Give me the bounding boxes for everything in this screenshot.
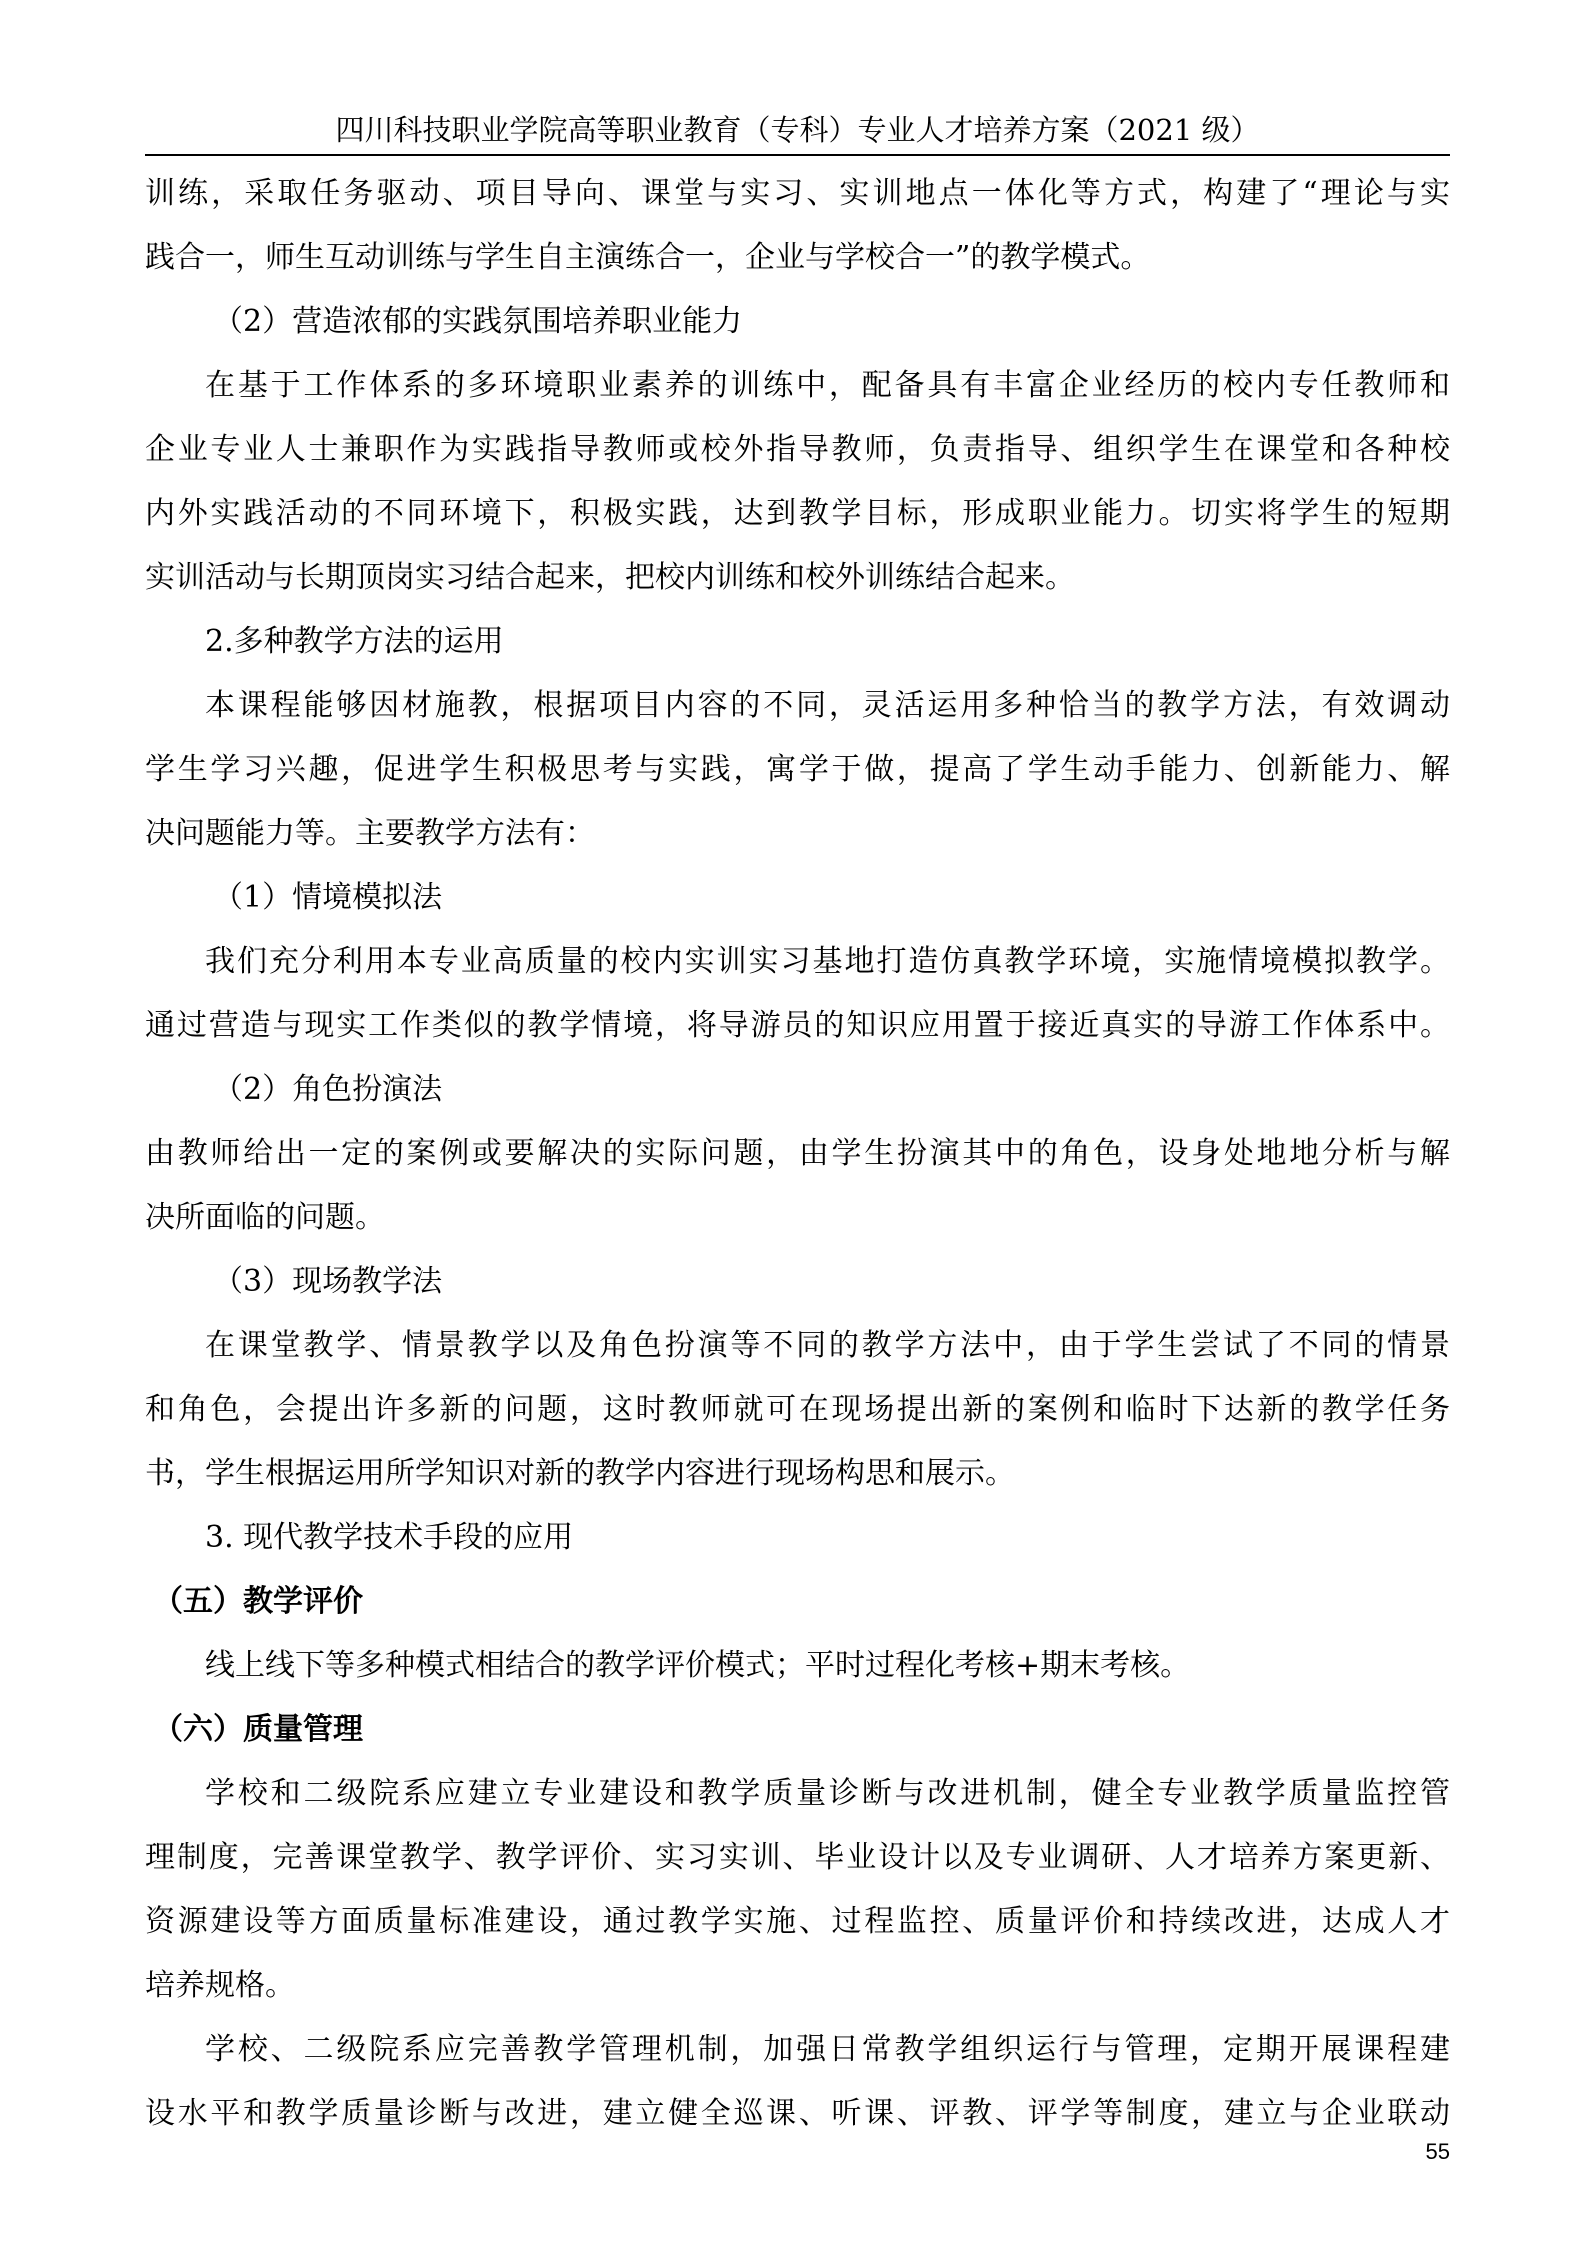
subsection-heading: （2）营造浓郁的实践氛围培养职业能力 (213, 304, 743, 339)
section-heading: （五）教学评价 (153, 1584, 363, 1619)
paragraph-line: 和角色，会提出许多新的问题，这时教师就可在现场提出新的案例和临时下达新的教学任务 (145, 1392, 1450, 1427)
paragraph-line: 书，学生根据运用所学知识对新的教学内容进行现场构思和展示。 (145, 1456, 1015, 1491)
paragraph-line: 践合一，师生互动训练与学生自主演练合一，企业与学校合一”的教学模式。 (145, 240, 1151, 275)
paragraph-line: 线上线下等多种模式相结合的教学评价模式；平时过程化考核+期末考核。 (205, 1648, 1191, 1683)
paragraph-line: 资源建设等方面质量标准建设，通过教学实施、过程监控、质量评价和持续改进，达成人才 (145, 1904, 1450, 1939)
paragraph-line: 设水平和教学质量诊断与改进，建立健全巡课、听课、评教、评学等制度，建立与企业联动 (145, 2096, 1450, 2131)
header-rule (145, 154, 1450, 156)
paragraph-line: 实训活动与长期顶岗实习结合起来，把校内训练和校外训练结合起来。 (145, 560, 1075, 595)
section-heading: （六）质量管理 (153, 1712, 363, 1747)
subsection-heading: 3. 现代教学技术手段的应用 (205, 1520, 574, 1555)
paragraph-line: 在基于工作体系的多环境职业素养的训练中，配备具有丰富企业经历的校内专任教师和 (205, 368, 1450, 403)
paragraph-line: 由教师给出一定的案例或要解决的实际问题，由学生扮演其中的角色，设身处地地分析与解 (145, 1136, 1450, 1171)
paragraph-line: 培养规格。 (145, 1968, 295, 2003)
paragraph-line: 在课堂教学、情景教学以及角色扮演等不同的教学方法中，由于学生尝试了不同的情景 (205, 1328, 1450, 1363)
paragraph-line: 本课程能够因材施教，根据项目内容的不同，灵活运用多种恰当的教学方法，有效调动 (205, 688, 1450, 723)
running-header: 四川科技职业学院高等职业教育（专科）专业人才培养方案（2021 级） (335, 113, 1260, 147)
subsection-heading: （1）情境模拟法 (213, 880, 443, 915)
paragraph-line: 我们充分利用本专业高质量的校内实训实习基地打造仿真教学环境，实施情境模拟教学。 (205, 944, 1450, 979)
paragraph-line: 决所面临的问题。 (145, 1200, 385, 1235)
paragraph-line: 学校和二级院系应建立专业建设和教学质量诊断与改进机制，健全专业教学质量监控管 (205, 1776, 1450, 1811)
subsection-heading: （2）角色扮演法 (213, 1072, 443, 1107)
paragraph-line: 理制度，完善课堂教学、教学评价、实习实训、毕业设计以及专业调研、人才培养方案更新、 (145, 1840, 1450, 1875)
body-text (145, 162, 1450, 2146)
paragraph-line: 企业专业人士兼职作为实践指导教师或校外指导教师，负责指导、组织学生在课堂和各种校 (145, 432, 1450, 467)
paragraph-line: 内外实践活动的不同环境下，积极实践，达到教学目标，形成职业能力。切实将学生的短期 (145, 496, 1450, 531)
page-number: 55 (1425, 2139, 1450, 2164)
subsection-heading: （3）现场教学法 (213, 1264, 443, 1299)
paragraph-line: 决问题能力等。主要教学方法有： (145, 816, 595, 851)
paragraph-line: 学生学习兴趣，促进学生积极思考与实践，寓学于做，提高了学生动手能力、创新能力、解 (145, 752, 1450, 787)
paragraph-line: 学校、二级院系应完善教学管理机制，加强日常教学组织运行与管理，定期开展课程建 (205, 2032, 1450, 2067)
paragraph-line: 通过营造与现实工作类似的教学情境，将导游员的知识应用置于接近真实的导游工作体系中。 (145, 1008, 1450, 1043)
paragraph-line: 训练，采取任务驱动、项目导向、课堂与实习、实训地点一体化等方式，构建了“理论与实 (145, 176, 1450, 211)
subsection-heading: 2.多种教学方法的运用 (205, 624, 504, 659)
